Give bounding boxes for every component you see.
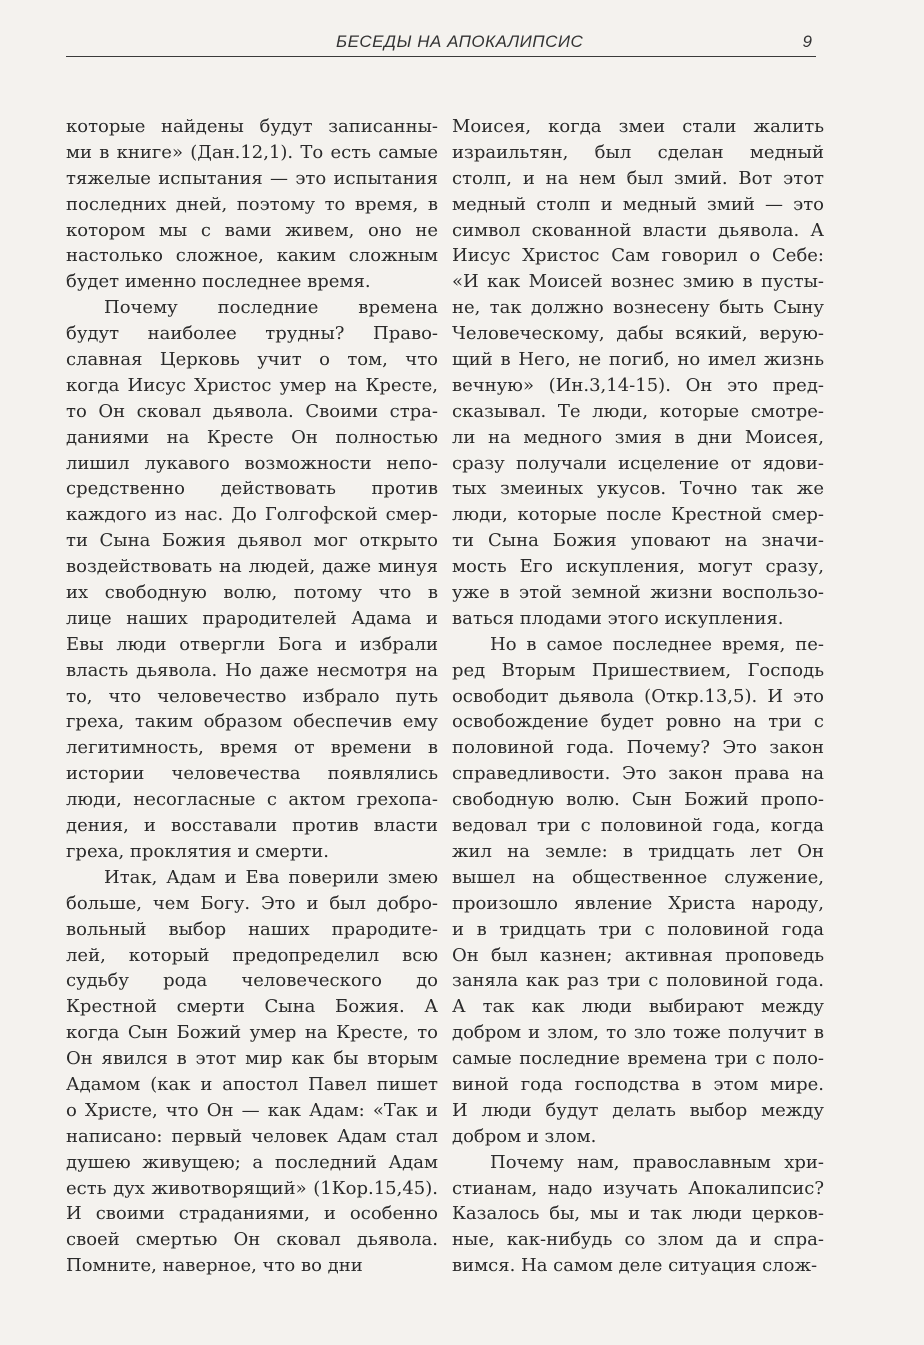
text-line: Итак, Адам и Ева поверили змею [104, 866, 438, 888]
text-line: добром и злом. [452, 1125, 597, 1147]
text-line: жил на земле: в тридцать лет Он [452, 840, 824, 862]
text-line: Крестной смерти Сына Божия. А [66, 996, 438, 1018]
text-line: будут наиболее трудны? Право- [66, 323, 438, 345]
text-line: произошло явление Христа народу, [452, 892, 824, 914]
text-line: ми в книге» (Дан.12,1). То есть самые [66, 141, 438, 163]
text-line: последних дней, поэтому то время, в [66, 193, 438, 215]
text-line: своей смертью Он сковал дьявола. [66, 1229, 438, 1251]
text-line: греха, проклятия и смерти. [66, 840, 330, 862]
text-line: уже в этой земной жизни воспользо- [452, 582, 824, 604]
text-line: тяжелые испытания — это испытания [66, 167, 438, 189]
text-line: дения, и восставали против власти [66, 815, 438, 837]
text-line: половиной года. Почему? Это закон [452, 737, 824, 759]
text-line: вимся. На самом деле ситуация слож- [452, 1255, 818, 1277]
text-line: не, так должно вознесену быть Сыну [452, 297, 824, 319]
text-line: добром и злом, то зло тоже получит в [452, 1022, 824, 1044]
text-line: даниями на Кресте Он полностью [66, 426, 438, 448]
text-line: то Он сковал дьявола. Своими стра- [66, 400, 438, 422]
text-line: ти Сына Божия уповают на значи- [452, 530, 824, 552]
text-line: средственно действовать против [66, 478, 438, 500]
text-line: А так как люди выбирают между [452, 996, 824, 1018]
text-line: И своими страданиями, и особенно [66, 1203, 438, 1225]
text-line: медный столп и медный змий — это [452, 193, 824, 215]
text-line: «И как Моисей вознес змию в пусты- [452, 271, 824, 293]
text-line: щий в Него, не погиб, но имел жизнь [452, 349, 824, 371]
text-line: Человеческому, дабы всякий, верую- [452, 323, 824, 345]
text-line: Моисея, когда змеи стали жалить [452, 116, 824, 137]
running-title: БЕСЕДЫ НА АПОКАЛИПСИС [336, 32, 584, 51]
text-line: славная Церковь учит о том, что [66, 349, 438, 371]
text-line: символ скованной власти дьявола. А [452, 219, 824, 241]
page-number: 9 [802, 32, 812, 51]
text-line: душею живущею; а последний Адам [66, 1151, 438, 1173]
right-column [452, 114, 824, 1279]
text-line: тых змеиных укусов. Точно так же [452, 478, 824, 500]
text-line: судьбу рода человеческого до [66, 970, 438, 992]
text-line: Иисус Христос Сам говорил о Себе: [452, 245, 824, 267]
text-line: вышел на общественное служение, [452, 866, 824, 888]
text-line: Адамом (как и апостол Павел пишет [66, 1073, 438, 1095]
text-line: лице наших прародителей Адама и [66, 607, 438, 629]
text-line: Но в самое последнее время, пе- [490, 633, 824, 655]
text-line: легитимность, время от времени в [66, 737, 438, 759]
text-line: вольный выбор наших прародите- [66, 918, 438, 940]
text-line: каждого из нас. До Голгофской смер- [66, 504, 438, 526]
text-line: воздействовать на людей, даже минуя [66, 556, 438, 578]
text-line: котором мы с вами живем, оно не [66, 219, 438, 241]
text-line: есть дух животворящий» (1Кор.15,45). [66, 1177, 438, 1199]
text-line: написано: первый человек Адам стал [66, 1125, 438, 1147]
text-line: столп, и на нем был змий. Вот этот [452, 167, 824, 189]
text-line: вечную» (Ин.3,14-15). Он это пред- [452, 374, 824, 396]
text-line: ные, как-нибудь со злом да и спра- [452, 1229, 824, 1251]
text-line: свободную волю. Сын Божий пропо- [452, 789, 824, 811]
text-line: власть дьявола. Но даже несмотря на [66, 659, 438, 681]
text-line: И люди будут делать выбор между [452, 1099, 824, 1121]
running-header [66, 30, 816, 57]
text-line: лей, который предопределил всю [66, 944, 438, 966]
text-line: когда Сын Божий умер на Кресте, то [66, 1022, 438, 1044]
text-line: мость Его искупления, могут сразу, [452, 556, 824, 578]
left-column [66, 114, 438, 1279]
text-line: Помните, наверное, что во дни [66, 1255, 363, 1277]
text-line: Почему последние времена [104, 297, 438, 319]
text-line: больше, чем Богу. Это и был добро- [66, 892, 438, 914]
text-line: виной года господства в этом мире. [452, 1073, 824, 1095]
text-line: справедливости. Это закон права на [452, 763, 824, 785]
text-line: когда Иисус Христос умер на Кресте, [66, 374, 438, 396]
text-line: греха, таким образом обеспечив ему [66, 711, 438, 733]
text-line: их свободную волю, потому что в [66, 582, 438, 604]
text-line: израильтян, был сделан медный [452, 141, 824, 163]
text-line: ли на медного змия в дни Моисея, [452, 426, 824, 448]
text-line: Казалось бы, мы и так люди церков- [452, 1203, 824, 1225]
text-line: лишил лукавого возможности непо- [66, 452, 438, 474]
text-line: Почему нам, православным хри- [490, 1151, 824, 1173]
text-line: сразу получали исцеление от ядови- [452, 452, 824, 474]
text-line: сказывал. Те люди, которые смотре- [452, 400, 824, 422]
text-line: люди, несогласные с актом грехопа- [66, 789, 438, 811]
text-line: ваться плодами этого искупления. [452, 607, 784, 629]
text-line: настолько сложное, каким сложным [66, 245, 438, 267]
text-line: ведовал три с половиной года, когда [452, 815, 824, 837]
text-line: которые найдены будут записанны- [66, 116, 438, 137]
text-line: освободит дьявола (Откр.13,5). И это [452, 685, 824, 707]
text-line: Он явился в этот мир как бы вторым [66, 1048, 438, 1070]
text-line: о Христе, что Он — как Адам: «Так и [66, 1099, 438, 1121]
text-line: и в тридцать три с половиной года [452, 918, 824, 940]
text-line: будет именно последнее время. [66, 271, 371, 293]
text-line: самые последние времена три с поло- [452, 1048, 824, 1070]
text-line: Евы люди отвергли Бога и избрали [66, 633, 438, 655]
text-line: Он был казнен; активная проповедь [452, 944, 824, 966]
text-line: ти Сына Божия дьявол мог открыто [66, 530, 438, 552]
text-line: истории человечества появлялись [66, 763, 438, 785]
text-line: то, что человечество избрало путь [66, 685, 438, 707]
text-line: люди, которые после Крестной смер- [452, 504, 824, 526]
text-line: заняла как раз три с половиной года. [452, 970, 824, 992]
text-line: ред Вторым Пришествием, Господь [452, 659, 824, 681]
text-line: освобождение будет ровно на три с [452, 711, 824, 733]
text-line: стианам, надо изучать Апокалипсис? [452, 1177, 824, 1199]
